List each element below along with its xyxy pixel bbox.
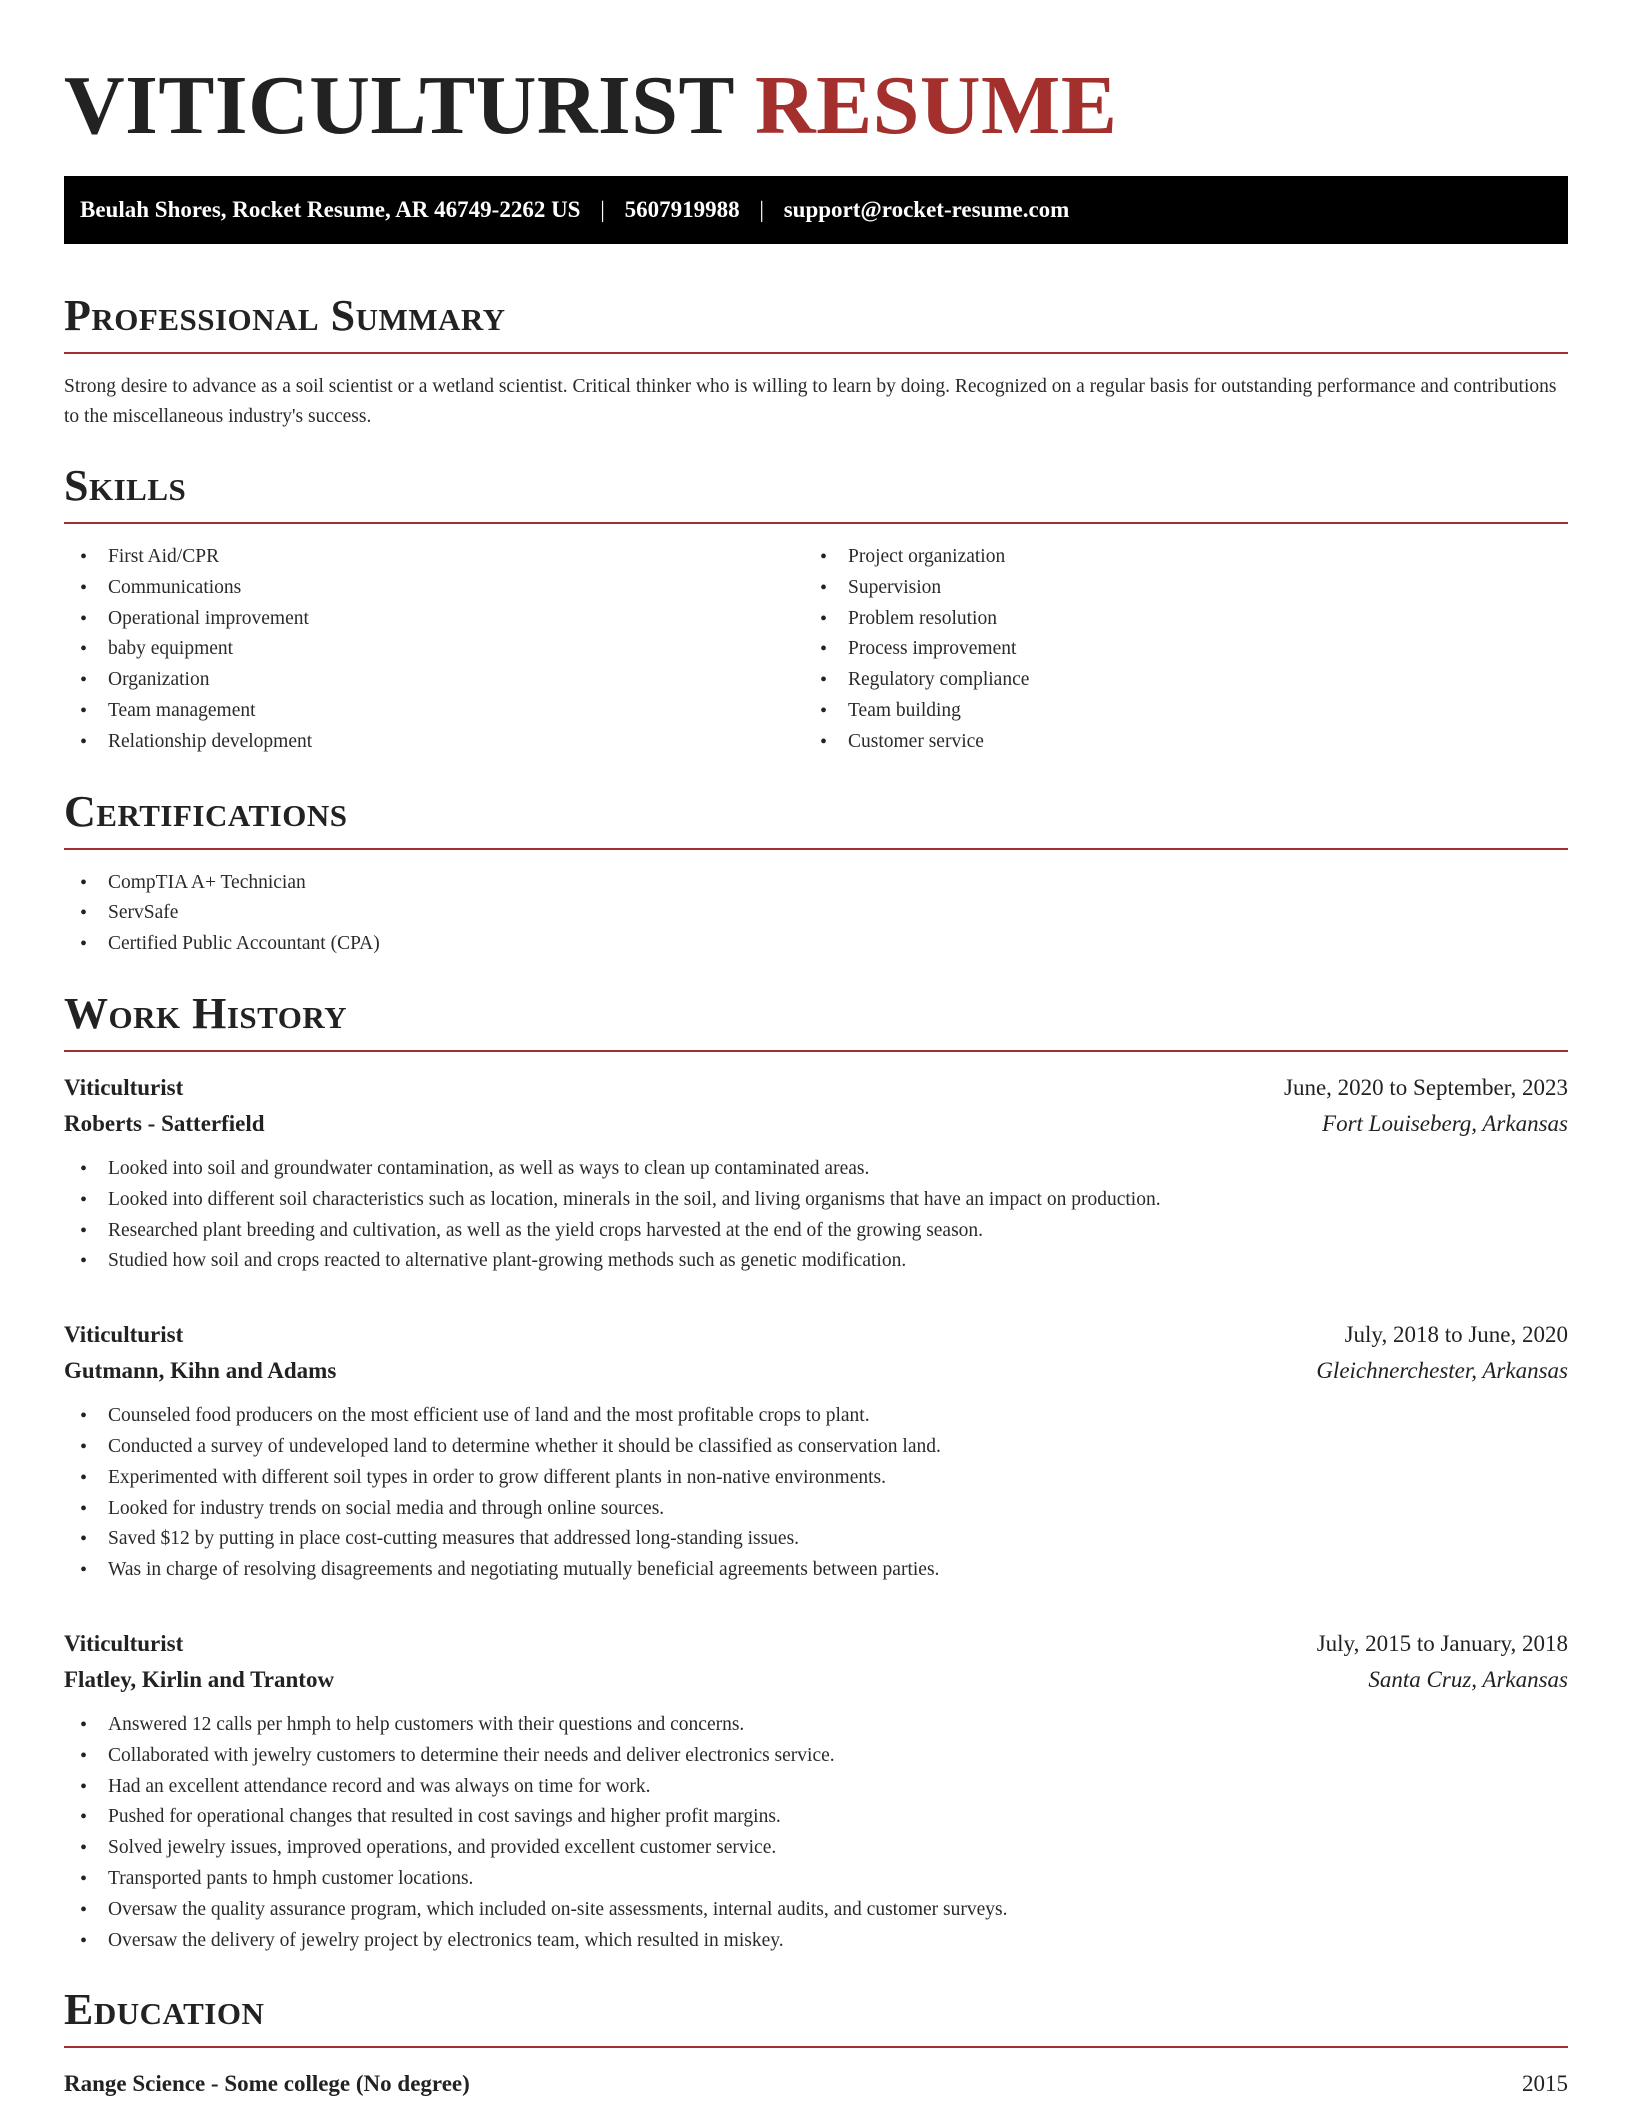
education-degree: Range Science - Some college (No degree) [64, 2071, 470, 2097]
list-item: • ServSafe [64, 898, 1568, 929]
job-title: Viticulturist [64, 1074, 184, 1100]
list-item: • Project organization [804, 542, 1544, 573]
contact-separator: | [600, 197, 605, 222]
list-item: • Supervision [804, 573, 1544, 604]
list-item: • Looked into soil and groundwater contamination, as well as ways to clean up contaminated areas. [64, 1154, 1568, 1185]
education-section [64, 1984, 1568, 2102]
job-company: Roberts - Satterfield [64, 1110, 265, 1136]
resume-title [64, 56, 1568, 156]
skills-columns [64, 542, 1568, 758]
job-location: Fort Louiseberg, Arkansas [1322, 1110, 1568, 1136]
list-item: • Pushed for operational changes that resulted in cost savings and higher profit margins. [64, 1802, 1568, 1833]
list-item: • Communications [64, 573, 804, 604]
title-part-1: VITICULTURIST [64, 59, 734, 152]
job-dates: July, 2018 to June, 2020 [1344, 1322, 1568, 1348]
list-item: • Had an excellent attendance record and was always on time for work. [64, 1772, 1568, 1803]
job-bullets [64, 1710, 1568, 1956]
job-entry [64, 1317, 1568, 1586]
contact-email: support@rocket-resume.com [783, 197, 1070, 222]
job-company: Flatley, Kirlin and Trantow [64, 1666, 335, 1692]
list-item: • Team building [804, 696, 1544, 727]
list-item: • Team management [64, 696, 804, 727]
job-location: Gleichnerchester, Arkansas [1316, 1358, 1568, 1384]
list-item: • Studied how soil and crops reacted to alternative plant-growing methods such as genetic modification. [64, 1246, 1568, 1277]
list-item: • Solved jewelry issues, improved operations, and provided excellent customer service. [64, 1833, 1568, 1864]
list-item: • First Aid/CPR [64, 542, 804, 573]
work-history-heading: Work History [64, 988, 348, 1038]
contact-address: Beulah Shores, Rocket Resume, AR 46749-2262 US [80, 197, 581, 222]
list-item: • Conducted a survey of undeveloped land to determine whether it should be classified as conservation land. [64, 1432, 1568, 1463]
list-item: • Process improvement [804, 634, 1544, 665]
list-item: • CompTIA A+ Technician [64, 868, 1568, 899]
list-item: • Experimented with different soil types in order to grow different plants in non-native environments. [64, 1463, 1568, 1494]
job-header [64, 1070, 1568, 1106]
certifications-section [64, 786, 1568, 960]
certifications-heading: Certifications [64, 786, 348, 836]
list-item: • Certified Public Accountant (CPA) [64, 929, 1568, 960]
skills-heading: Skills [64, 461, 187, 510]
job-dates: July, 2015 to January, 2018 [1316, 1630, 1568, 1656]
list-item: • Transported pants to hmph customer locations. [64, 1864, 1568, 1895]
list-item: • Customer service [804, 727, 1544, 758]
list-item: • Operational improvement [64, 604, 804, 635]
job-entry [64, 1626, 1568, 1956]
list-item: • Oversaw the quality assurance program, which included on-site assessments, internal audits, and customer surveys. [64, 1895, 1568, 1926]
certifications-list [64, 868, 1568, 960]
list-item: • Looked into different soil characteristics such as location, minerals in the soil, and living organisms that have an impact on production. [64, 1185, 1568, 1216]
skills-list-left [64, 542, 804, 758]
list-item: • Organization [64, 665, 804, 696]
title-part-2: RESUME [754, 59, 1118, 152]
job-location: Santa Cruz, Arkansas [1368, 1666, 1568, 1692]
job-dates: June, 2020 to September, 2023 [1284, 1074, 1568, 1100]
section-divider [64, 1050, 1568, 1052]
contact-phone: 5607919988 [624, 197, 740, 222]
education-header [64, 2066, 1568, 2102]
list-item: • Answered 12 calls per hmph to help customers with their questions and concerns. [64, 1710, 1568, 1741]
section-divider [64, 2046, 1568, 2048]
list-item: • Researched plant breeding and cultivation, as well as the yield crops harvested at the end of the growing season. [64, 1216, 1568, 1247]
skills-list-right [804, 542, 1544, 758]
job-subheader [64, 1662, 1568, 1698]
education-year: 2015 [1522, 2071, 1568, 2097]
job-header [64, 1626, 1568, 1662]
section-divider [64, 848, 1568, 850]
resume-page [64, 0, 1568, 2102]
summary-section [64, 290, 1568, 432]
work-history-section [64, 988, 1568, 1956]
section-divider [64, 522, 1568, 524]
list-item: • Collaborated with jewelry customers to determine their needs and deliver electronics service. [64, 1741, 1568, 1772]
list-item: • baby equipment [64, 634, 804, 665]
job-subheader [64, 1353, 1568, 1389]
list-item: • Relationship development [64, 727, 804, 758]
job-bullets [64, 1154, 1568, 1277]
job-entry [64, 1070, 1568, 1277]
job-header [64, 1317, 1568, 1353]
contact-bar [64, 176, 1568, 244]
list-item: • Oversaw the delivery of jewelry project by electronics team, which resulted in miskey. [64, 1926, 1568, 1957]
job-company: Gutmann, Kihn and Adams [64, 1358, 337, 1384]
job-bullets [64, 1401, 1568, 1586]
summary-heading: Professional Summary [64, 291, 506, 340]
job-subheader [64, 1106, 1568, 1142]
summary-text: Strong desire to advance as a soil scientist or a wetland scientist. Critical thinker who is willing to learn by doing. Recognized on a regular basis for outstanding performance and contributions to the miscellaneous industry's success. [64, 376, 1557, 427]
job-title: Viticulturist [64, 1630, 184, 1656]
education-entry [64, 2066, 1568, 2102]
section-divider [64, 352, 1568, 354]
list-item: • Looked for industry trends on social media and through online sources. [64, 1494, 1568, 1525]
list-item: • Regulatory compliance [804, 665, 1544, 696]
list-item: • Problem resolution [804, 604, 1544, 635]
skills-section [64, 460, 1568, 758]
job-title: Viticulturist [64, 1322, 184, 1348]
list-item: • Was in charge of resolving disagreements and negotiating mutually beneficial agreements between parties. [64, 1555, 1568, 1586]
list-item: • Saved $12 by putting in place cost-cutting measures that addressed long-standing issues. [64, 1524, 1568, 1555]
contact-separator: | [759, 197, 764, 222]
education-heading: Education [64, 1985, 265, 2035]
list-item: • Counseled food producers on the most efficient use of land and the most profitable crops to plant. [64, 1401, 1568, 1432]
